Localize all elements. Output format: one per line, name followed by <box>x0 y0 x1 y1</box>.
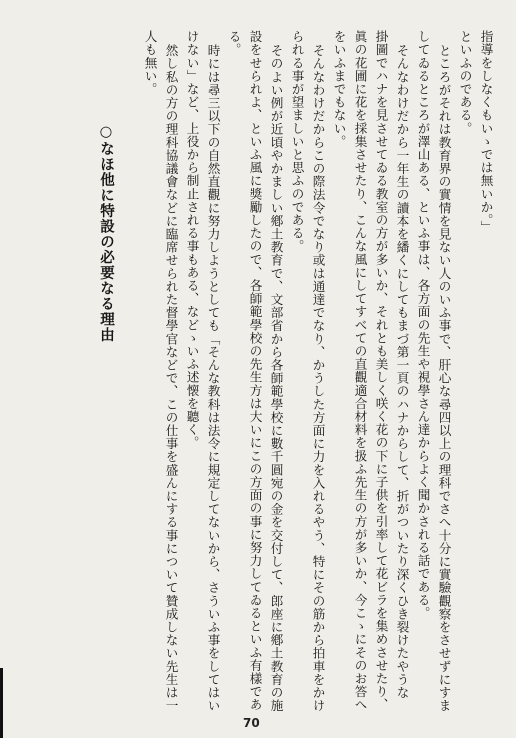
text-column: してゐるところが澤山ある、といふ事は、各方面の先生や視學さん達からよく聞かされる話である。 <box>415 30 431 620</box>
text-column: る。 <box>226 30 242 57</box>
text-column: 眞の花圃に花を採集させたり、こんな風にしてすべての直觀適合材料を扱ふ先生の方が多いか、今こゝにそのお答へ <box>352 30 368 712</box>
text-column: られる事が望ましいと思ふのである。 <box>289 30 305 253</box>
page-number: 70 <box>243 716 260 730</box>
text-column: 然し私の方の理科協議會などに臨席せられた督學官などで、この仕事を盛んにする事について贊成しない先生は一 <box>163 44 179 713</box>
text-column: けない」など、上役から制止される事もある、などゝいふ述懐を聽く。 <box>184 30 200 450</box>
text-column: といふのである。 <box>457 30 473 135</box>
text-column: 人も無い。 <box>142 30 158 96</box>
text-column: ところがそれは教育界の實情を見ない人のいふ事で、肝心な尋四以上の理科でさへ十分に實驗觀察をさせずにすま <box>436 44 452 713</box>
text-column: をいふまでもない。 <box>331 30 347 148</box>
section-heading: ○なほ他に特設の必要なる理由 <box>98 124 114 343</box>
text-column: そのよい例が近頃やかましい鄕土教育で、文部省から各師範學校に數千圓宛の金を交付して、郎座に鄕土教育の施 <box>268 44 284 713</box>
text-column: 時には尋三以下の自然直觀に努力しようとしても「そんな教科は法令に規定してないから、さういふ事をしてはい <box>205 44 221 713</box>
text-column: そんなわけだからこの際法令でなり或は通達でなり、かうした方面に力を入れるやう、特にその筋から拍車をかけ <box>310 44 326 713</box>
text-column: そんなわけだから一年生の讀本を繙くにしてもまづ第一頁のハナからして、折がついたり深くひき裂けたやうな <box>394 44 410 699</box>
ink-smudge <box>0 668 3 738</box>
text-column: 設をせられよ、といふ風に獎勵したので、各師範學校の先生方は大いにこの方面の事に努力してゐるといふ有樣であ <box>247 30 263 712</box>
text-column: 掛圖でハナを見させてゐる教室の方が多いか、それとも美しく咲く花の下に子供を引率して花ビラを集めさせたり、 <box>373 30 389 712</box>
text-column: 指導をしなくもいゝでは無いか。」 <box>478 30 494 234</box>
